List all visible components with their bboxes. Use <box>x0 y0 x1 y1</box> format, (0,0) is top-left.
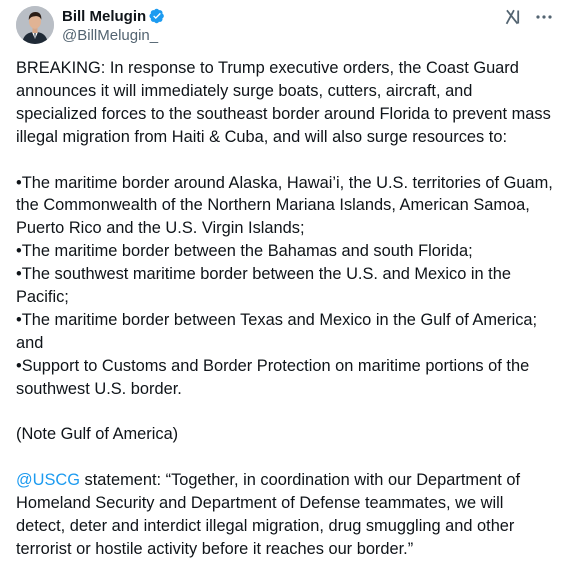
top-actions <box>504 8 554 26</box>
paragraph-gap <box>16 446 556 469</box>
bullet-item: •The maritime border between Texas and Mexico in the Gulf of America; and <box>16 310 538 352</box>
paragraph-gap <box>16 401 556 424</box>
avatar-image <box>16 6 54 44</box>
bullet-item: •The maritime border around Alaska, Hawai’i, the U.S. territories of Guam, the Commonwealth of the Northern Mariana Islands, American Samoa, Puerto Rico and the U.S. Virgin Islands; <box>16 173 553 238</box>
more-options-icon[interactable] <box>534 8 554 26</box>
tweet-statement <box>16 469 556 561</box>
tweet-body <box>16 57 556 561</box>
tweet-note: (Note Gulf of America) <box>16 425 179 444</box>
tweet-intro: BREAKING: In response to Trump executive orders, the Coast Guard announces it will immediately surge boats, cutters, aircraft, and specialized forces to the southeast border around Florida to prevent mass illegal migration from Haiti & Cuba, and will also surge resources to: <box>16 59 551 146</box>
statement-text: statement: “Together, in coordination with our Department of Homeland Security and Department of Defense teammates, we will detect, deter and interdict illegal migration, drug smuggling and other terrorist or hostile activity before it reaches our border.” <box>16 471 521 558</box>
bullet-item: •The maritime border between the Bahamas and south Florida; <box>16 242 473 261</box>
verified-badge-icon <box>149 8 165 24</box>
mention-link[interactable]: @USCG <box>16 471 80 490</box>
bullet-item: •The southwest maritime border between the U.S. and Mexico in the Pacific; <box>16 265 511 307</box>
grok-icon[interactable] <box>504 8 522 26</box>
author-names <box>62 6 165 44</box>
display-name-row <box>62 6 165 26</box>
paragraph-gap <box>16 149 556 172</box>
author-handle[interactable]: @BillMelugin_ <box>62 27 159 44</box>
avatar[interactable] <box>16 6 54 44</box>
tweet-header <box>16 4 554 46</box>
author-display-name[interactable]: Bill Melugin <box>62 7 147 25</box>
bullet-item: •Support to Customs and Border Protection on maritime portions of the southwest U.S. border. <box>16 356 530 398</box>
